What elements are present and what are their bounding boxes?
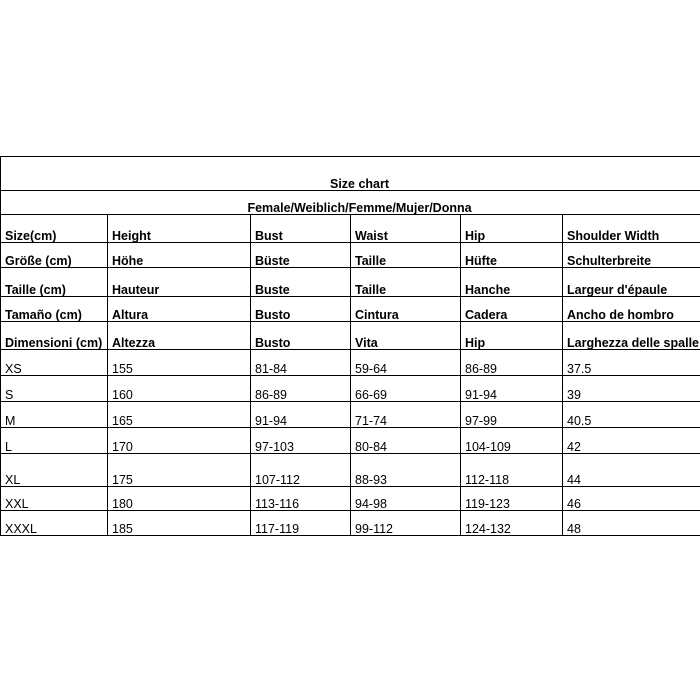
table-row <box>1 350 700 376</box>
cell-size: S <box>1 376 108 402</box>
header-cell-hip: Hip <box>461 215 563 243</box>
table-row <box>1 402 700 428</box>
header-cell-bust: Buste <box>251 268 351 297</box>
header-cell-hip: Hüfte <box>461 243 563 268</box>
cell-shoulder: 46 <box>563 487 700 511</box>
cell-waist: 94-98 <box>351 487 461 511</box>
cell-size: XS <box>1 350 108 376</box>
cell-height: 185 <box>108 511 251 536</box>
header-row <box>1 268 700 297</box>
cell-hip: 112-118 <box>461 454 563 487</box>
cell-height: 160 <box>108 376 251 402</box>
cell-height: 175 <box>108 454 251 487</box>
size-chart-table <box>0 156 700 536</box>
table-row <box>1 376 700 402</box>
table-row <box>1 487 700 511</box>
cell-bust: 81-84 <box>251 350 351 376</box>
cell-height: 165 <box>108 402 251 428</box>
cell-size: M <box>1 402 108 428</box>
header-cell-waist: Cintura <box>351 297 461 322</box>
header-cell-hip: Hip <box>461 322 563 350</box>
header-cell-waist: Taille <box>351 268 461 297</box>
size-chart-sheet <box>0 156 700 548</box>
header-cell-bust: Busto <box>251 297 351 322</box>
table-row <box>1 511 700 536</box>
cell-waist: 66-69 <box>351 376 461 402</box>
header-cell-size: Size(cm) <box>1 215 108 243</box>
header-cell-height: Altura <box>108 297 251 322</box>
cell-bust: 107-112 <box>251 454 351 487</box>
cell-height: 170 <box>108 428 251 454</box>
header-cell-waist: Vita <box>351 322 461 350</box>
cell-waist: 80-84 <box>351 428 461 454</box>
cell-hip: 104-109 <box>461 428 563 454</box>
cell-bust: 117-119 <box>251 511 351 536</box>
cell-hip: 97-99 <box>461 402 563 428</box>
header-cell-shoulder: Schulterbreite <box>563 243 700 268</box>
header-cell-hip: Hanche <box>461 268 563 297</box>
header-cell-shoulder: Shoulder Width <box>563 215 700 243</box>
cell-waist: 71-74 <box>351 402 461 428</box>
header-cell-height: Höhe <box>108 243 251 268</box>
header-cell-size: Größe (cm) <box>1 243 108 268</box>
cell-shoulder: 48 <box>563 511 700 536</box>
cell-size: XXXL <box>1 511 108 536</box>
cell-shoulder: 37.5 <box>563 350 700 376</box>
cell-bust: 86-89 <box>251 376 351 402</box>
cell-height: 155 <box>108 350 251 376</box>
cell-hip: 124-132 <box>461 511 563 536</box>
table-row <box>1 428 700 454</box>
header-cell-height: Height <box>108 215 251 243</box>
header-cell-bust: Bust <box>251 215 351 243</box>
header-row <box>1 297 700 322</box>
cell-hip: 119-123 <box>461 487 563 511</box>
table-row <box>1 454 700 487</box>
chart-subtitle: Female/Weiblich/Femme/Mujer/Donna <box>1 191 700 215</box>
cell-bust: 97-103 <box>251 428 351 454</box>
cell-waist: 88-93 <box>351 454 461 487</box>
cell-shoulder: 44 <box>563 454 700 487</box>
header-cell-size: Tamaño (cm) <box>1 297 108 322</box>
header-cell-bust: Büste <box>251 243 351 268</box>
header-cell-shoulder: Ancho de hombro <box>563 297 700 322</box>
header-row <box>1 243 700 268</box>
header-cell-bust: Busto <box>251 322 351 350</box>
header-cell-size: Dimensioni (cm) <box>1 322 108 350</box>
header-cell-hip: Cadera <box>461 297 563 322</box>
cell-bust: 113-116 <box>251 487 351 511</box>
header-cell-shoulder: Largeur d'épaule <box>563 268 700 297</box>
cell-shoulder: 39 <box>563 376 700 402</box>
header-cell-waist: Taille <box>351 243 461 268</box>
header-cell-height: Hauteur <box>108 268 251 297</box>
cell-size: XL <box>1 454 108 487</box>
cell-height: 180 <box>108 487 251 511</box>
header-cell-shoulder: Larghezza delle spalle <box>563 322 700 350</box>
cell-shoulder: 40.5 <box>563 402 700 428</box>
cell-hip: 86-89 <box>461 350 563 376</box>
header-cell-waist: Waist <box>351 215 461 243</box>
cell-size: L <box>1 428 108 454</box>
cell-hip: 91-94 <box>461 376 563 402</box>
chart-title: Size chart <box>1 157 700 191</box>
header-row <box>1 322 700 350</box>
header-cell-size: Taille (cm) <box>1 268 108 297</box>
cell-waist: 59-64 <box>351 350 461 376</box>
cell-shoulder: 42 <box>563 428 700 454</box>
header-cell-height: Altezza <box>108 322 251 350</box>
header-row <box>1 215 700 243</box>
cell-waist: 99-112 <box>351 511 461 536</box>
cell-bust: 91-94 <box>251 402 351 428</box>
cell-size: XXL <box>1 487 108 511</box>
